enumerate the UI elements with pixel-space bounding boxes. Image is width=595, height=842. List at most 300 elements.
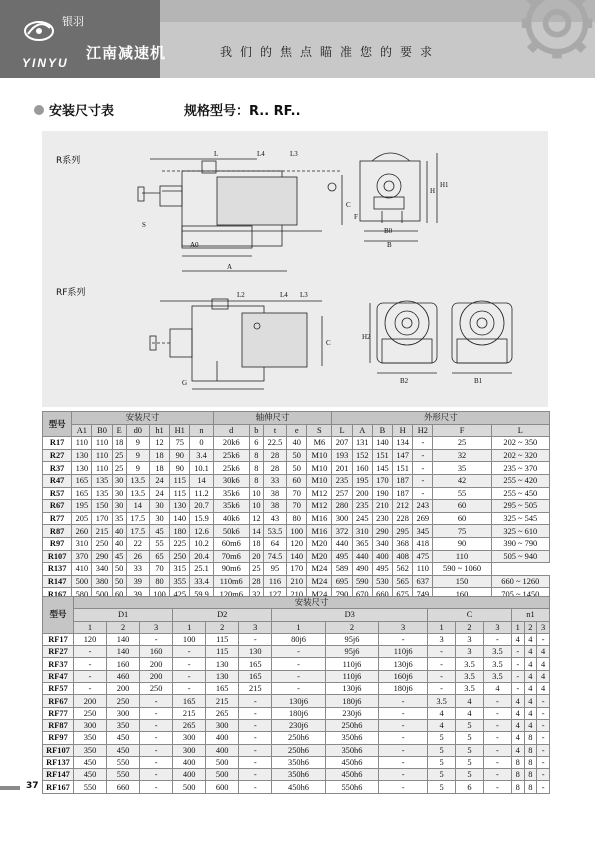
- table-cell: 243: [413, 500, 433, 513]
- table-cell: -: [74, 658, 107, 670]
- model-cell: R167: [43, 588, 72, 601]
- table-cell: 55: [149, 537, 169, 550]
- table-cell: M12: [307, 487, 332, 500]
- table-row: [43, 683, 550, 695]
- table-cell: 550: [107, 756, 140, 768]
- table-cell: 150: [92, 500, 112, 513]
- column-header: B: [372, 424, 392, 437]
- dim-label-a0: A0: [190, 241, 199, 249]
- table-cell: -: [379, 756, 428, 768]
- table-cell: 3.5: [456, 658, 484, 670]
- table-cell: 250: [92, 537, 112, 550]
- table-cell: 45: [112, 550, 126, 563]
- column-header: n: [190, 424, 213, 437]
- table-cell: 3.5: [456, 683, 484, 695]
- group-header-shaft: 轴伸尺寸: [213, 412, 332, 425]
- table-cell: -: [413, 449, 433, 462]
- footer-bar: [0, 786, 20, 790]
- table-cell: 20: [249, 550, 263, 563]
- table-cell: 13.5: [126, 474, 149, 487]
- table-cell: 4: [524, 719, 537, 731]
- table-cell: 35: [433, 462, 491, 475]
- table-cell: -: [239, 756, 272, 768]
- table-cell: 110j6: [379, 646, 428, 658]
- table-cell: 18: [149, 462, 169, 475]
- drawing-panel: [42, 131, 548, 407]
- table-cell: M16: [307, 512, 332, 525]
- table-cell: 100: [149, 588, 169, 601]
- table-cell: 5: [428, 744, 456, 756]
- table-row: [43, 537, 550, 550]
- table-cell: -: [379, 707, 428, 719]
- table-cell: 120: [74, 633, 107, 645]
- table-cell: 115: [206, 633, 239, 645]
- dim-label-b: B: [387, 241, 392, 249]
- model-cell: R137: [43, 563, 72, 576]
- table-cell: 170: [287, 563, 307, 576]
- logo-chinese-text: 银羽: [62, 15, 84, 28]
- table-cell: 90: [170, 449, 190, 462]
- table-cell: 372: [332, 525, 352, 538]
- column-sub-header: 1: [74, 621, 107, 633]
- table-cell: 250h6: [272, 744, 325, 756]
- table-cell: 130j6: [325, 683, 378, 695]
- table-cell: 90: [433, 537, 491, 550]
- table-cell: 705 ~ 1450: [491, 588, 549, 601]
- table-cell: 4: [456, 707, 484, 719]
- table-cell: -: [483, 707, 511, 719]
- table-cell: 150: [433, 575, 491, 588]
- table-cell: 110m6: [213, 575, 249, 588]
- table-cell: 580: [72, 588, 92, 601]
- table-cell: 17.5: [126, 525, 149, 538]
- table-cell: 4: [524, 670, 537, 682]
- table-cell: -: [140, 769, 173, 781]
- table-cell: 20.4: [190, 550, 213, 563]
- table-cell: 28: [263, 462, 286, 475]
- table-cell: 380: [92, 575, 112, 588]
- table-cell: 131: [352, 437, 372, 450]
- column-header: d: [213, 424, 249, 437]
- table-cell: 4: [428, 707, 456, 719]
- table-cell: 300: [206, 719, 239, 731]
- table-cell: -: [379, 744, 428, 756]
- table-cell: 180j6: [325, 695, 378, 707]
- model-title: 规格型号：R.. RF..: [184, 104, 301, 119]
- table-cell: 589: [332, 563, 352, 576]
- table-cell: -: [239, 769, 272, 781]
- table-cell: 42: [433, 474, 491, 487]
- table-cell: 14: [190, 474, 213, 487]
- model-cell: RF57: [43, 683, 74, 695]
- column-sub-header: 3: [140, 621, 173, 633]
- table-cell: 4: [456, 695, 484, 707]
- table-cell: 40: [112, 537, 126, 550]
- table-cell: 60: [112, 588, 126, 601]
- table-cell: 127: [263, 588, 286, 601]
- table-cell: 110: [433, 550, 491, 563]
- table-cell: 257: [332, 487, 352, 500]
- table-cell: -: [173, 646, 206, 658]
- table-cell: 215: [239, 683, 272, 695]
- table-cell: -: [483, 769, 511, 781]
- table-cell: 165: [206, 683, 239, 695]
- table-cell: 660: [372, 588, 392, 601]
- table-cell: 25: [112, 462, 126, 475]
- table-cell: 160: [352, 462, 372, 475]
- table-cell: 100: [287, 525, 307, 538]
- table-cell: 120: [287, 537, 307, 550]
- model-cell: RF47: [43, 670, 74, 682]
- table-cell: 3: [428, 633, 456, 645]
- model-cell: R47: [43, 474, 72, 487]
- model-cell: R37: [43, 462, 72, 475]
- table-cell: 260: [72, 525, 92, 538]
- table-cell: -: [483, 756, 511, 768]
- table-cell: M20: [307, 537, 332, 550]
- table-cell: -: [239, 744, 272, 756]
- table-cell: 33.4: [190, 575, 213, 588]
- table-cell: M10: [307, 462, 332, 475]
- table-cell: 28: [263, 449, 286, 462]
- column-sub-header: 2: [456, 621, 484, 633]
- table-cell: -: [483, 633, 511, 645]
- table-cell: 130: [206, 670, 239, 682]
- table-cell: -: [413, 474, 433, 487]
- table-cell: 59.9: [190, 588, 213, 601]
- table-cell: 245: [352, 512, 372, 525]
- table-cell: 550: [107, 769, 140, 781]
- table-cell: 660: [107, 781, 140, 793]
- table-cell: -: [239, 719, 272, 731]
- table-cell: 250: [140, 683, 173, 695]
- table-cell: 550: [74, 781, 107, 793]
- table-cell: 212: [393, 500, 413, 513]
- dim-label-f: F: [354, 213, 358, 221]
- table-cell: 505 ~ 940: [491, 550, 549, 563]
- table-cell: 5: [428, 732, 456, 744]
- table-cell: 130: [72, 449, 92, 462]
- table-cell: 562: [393, 563, 413, 576]
- model-header: 型号: [43, 597, 74, 634]
- table-cell: 255 ~ 420: [491, 474, 549, 487]
- table-cell: -: [511, 670, 524, 682]
- table-cell: 408: [393, 550, 413, 563]
- model-cell: RF137: [43, 756, 74, 768]
- table-cell: -: [428, 683, 456, 695]
- table-cell: 207: [332, 437, 352, 450]
- table-cell: 4: [537, 683, 550, 695]
- table-cell: 495: [372, 563, 392, 576]
- model-cell: R77: [43, 512, 72, 525]
- column-sub-header: 1: [428, 621, 456, 633]
- table-cell: M24: [307, 563, 332, 576]
- dim-label-g: G: [182, 379, 188, 387]
- table-cell: 670: [352, 588, 372, 601]
- table-cell: 60m6: [213, 537, 249, 550]
- table-cell: 500: [72, 575, 92, 588]
- table-cell: M10: [307, 474, 332, 487]
- dim-label-h1: H1: [440, 181, 449, 189]
- table-cell: 450h6: [272, 781, 325, 793]
- table-cell: 202 ~ 320: [491, 449, 549, 462]
- table-cell: 5: [428, 769, 456, 781]
- table-cell: -: [379, 769, 428, 781]
- table-cell: M16: [307, 525, 332, 538]
- table-cell: 70m6: [213, 550, 249, 563]
- table-cell: 490: [352, 563, 372, 576]
- section-title: 安装尺寸表: [49, 104, 115, 119]
- model-cell: R57: [43, 487, 72, 500]
- table-cell: 14: [126, 500, 149, 513]
- table-cell: 215: [92, 525, 112, 538]
- table-cell: M6: [307, 437, 332, 450]
- column-header: F: [433, 424, 491, 437]
- table-cell: 5: [456, 756, 484, 768]
- model-cell: RF27: [43, 646, 74, 658]
- table-cell: 8: [249, 449, 263, 462]
- table-cell: 25k6: [213, 462, 249, 475]
- table-cell: 134: [393, 437, 413, 450]
- r-end-view-drawing: [360, 153, 437, 241]
- table-cell: 30: [149, 500, 169, 513]
- table-cell: 195: [352, 474, 372, 487]
- table-row: [43, 550, 550, 563]
- table-cell: 4: [511, 633, 524, 645]
- model-cell: RF147: [43, 769, 74, 781]
- table-cell: -: [140, 744, 173, 756]
- dim-label-h: H: [430, 187, 436, 195]
- table-cell: -: [413, 462, 433, 475]
- column-sub-header: 2: [325, 621, 378, 633]
- dim-label-l: L: [214, 150, 219, 158]
- table-cell: 4: [537, 646, 550, 658]
- table-cell: -: [483, 719, 511, 731]
- table-cell: 115: [170, 487, 190, 500]
- table-cell: 135: [92, 474, 112, 487]
- table-cell: 5: [428, 756, 456, 768]
- column-header: A1: [72, 424, 92, 437]
- column-sub-row: [43, 621, 550, 633]
- table-cell: -: [483, 744, 511, 756]
- table-cell: 12.6: [190, 525, 213, 538]
- column-header: S: [307, 424, 332, 437]
- table-cell: 370: [72, 550, 92, 563]
- table-cell: 80j6: [272, 633, 325, 645]
- table-cell: -: [173, 683, 206, 695]
- column-group-header: n1: [511, 609, 549, 621]
- table-cell: 310: [352, 525, 372, 538]
- table-cell: 8: [511, 769, 524, 781]
- table-cell: 290: [92, 550, 112, 563]
- table-cell: 160: [107, 658, 140, 670]
- table-cell: 4: [511, 707, 524, 719]
- table-cell: 310: [72, 537, 92, 550]
- column-header: H1: [170, 424, 190, 437]
- table-cell: 140: [170, 512, 190, 525]
- table-cell: 32: [433, 449, 491, 462]
- table-row: [43, 744, 550, 756]
- table-cell: 24: [149, 487, 169, 500]
- table-cell: 160: [433, 588, 491, 601]
- table-row: [43, 769, 550, 781]
- dim-label-b1: B1: [474, 377, 483, 385]
- table-cell: 22.5: [263, 437, 286, 450]
- table-cell: M24: [307, 575, 332, 588]
- table-cell: 460: [107, 670, 140, 682]
- table-cell: 70: [149, 563, 169, 576]
- column-header: H2: [413, 424, 433, 437]
- table-cell: 80: [287, 512, 307, 525]
- table-cell: 450: [107, 744, 140, 756]
- table-cell: 8: [249, 462, 263, 475]
- table-cell: -: [239, 695, 272, 707]
- column-header-row: [43, 424, 550, 437]
- table-cell: 475: [413, 550, 433, 563]
- table-cell: 200: [107, 683, 140, 695]
- model-cell: R67: [43, 500, 72, 513]
- model-cell: RF107: [43, 744, 74, 756]
- table-cell: 70: [287, 500, 307, 513]
- table-cell: -: [272, 683, 325, 695]
- dim-label-l2: L2: [237, 291, 245, 299]
- table-cell: 3: [456, 633, 484, 645]
- technical-drawings: [42, 131, 548, 407]
- column-header: L: [491, 424, 549, 437]
- table-cell: 160j6: [379, 670, 428, 682]
- table-cell: 40: [287, 437, 307, 450]
- table-cell: 130: [239, 646, 272, 658]
- model-cell: RF37: [43, 658, 74, 670]
- table-cell: 145: [372, 462, 392, 475]
- table-cell: 3.5: [483, 658, 511, 670]
- rf-side-view-drawing: [150, 299, 322, 389]
- table-cell: 147: [393, 449, 413, 462]
- table-cell: 25: [112, 449, 126, 462]
- table-cell: -: [140, 781, 173, 793]
- table-cell: 170: [372, 474, 392, 487]
- table-cell: 300: [332, 512, 352, 525]
- table-cell: 187: [393, 487, 413, 500]
- table-cell: 160: [140, 646, 173, 658]
- table-cell: 500: [206, 756, 239, 768]
- table-cell: 4: [511, 719, 524, 731]
- table-cell: 40k6: [213, 512, 249, 525]
- column-sub-header: 2: [107, 621, 140, 633]
- table-cell: 530: [372, 575, 392, 588]
- table-cell: 4: [511, 744, 524, 756]
- table-cell: -: [379, 633, 428, 645]
- table-cell: 202 ~ 350: [491, 437, 549, 450]
- table-cell: 495: [332, 550, 352, 563]
- table-cell: 60: [433, 500, 491, 513]
- rf-end-view-drawings: [370, 301, 512, 373]
- table-cell: -: [173, 670, 206, 682]
- table-cell: 110: [92, 462, 112, 475]
- column-sub-header: 1: [173, 621, 206, 633]
- table-cell: 250h6: [325, 719, 378, 731]
- dim-label-c-rf: C: [326, 339, 331, 347]
- table-cell: 140: [372, 437, 392, 450]
- table-cell: M24: [307, 588, 332, 601]
- table-cell: 22: [126, 537, 149, 550]
- table-cell: -: [483, 732, 511, 744]
- table-cell: 250h6: [272, 732, 325, 744]
- table-cell: 95: [263, 563, 286, 576]
- table-cell: 500: [206, 769, 239, 781]
- slogan: 我们的焦点瞄准您的要求: [220, 45, 441, 59]
- table-cell: 43: [263, 512, 286, 525]
- table-cell: 50k6: [213, 525, 249, 538]
- table-cell: 8: [524, 744, 537, 756]
- rf-series-table-body: [43, 633, 550, 793]
- table-cell: 12: [149, 437, 169, 450]
- table-cell: 4: [511, 732, 524, 744]
- table-cell: 440: [352, 550, 372, 563]
- model-cell: RF17: [43, 633, 74, 645]
- table-cell: -: [140, 695, 173, 707]
- table-cell: -: [537, 756, 550, 768]
- column-header: t: [263, 424, 286, 437]
- table-cell: 38: [263, 500, 286, 513]
- table-row: [43, 525, 550, 538]
- table-cell: 25k6: [213, 449, 249, 462]
- table-cell: M12: [307, 500, 332, 513]
- table-cell: -: [272, 670, 325, 682]
- table-cell: 10.1: [190, 462, 213, 475]
- table-cell: 30: [112, 474, 126, 487]
- table-cell: 8: [524, 781, 537, 793]
- table-cell: 18: [249, 537, 263, 550]
- column-header: B0: [92, 424, 112, 437]
- table-cell: 20.7: [190, 500, 213, 513]
- column-header: e: [287, 424, 307, 437]
- table-cell: 135: [92, 487, 112, 500]
- table-cell: 180: [170, 525, 190, 538]
- table-cell: 600: [206, 781, 239, 793]
- table-cell: 110j6: [325, 670, 378, 682]
- table-cell: -: [511, 658, 524, 670]
- logo-english-text: YINYU: [22, 56, 69, 70]
- table-cell: 170: [92, 512, 112, 525]
- table-cell: 5: [456, 744, 484, 756]
- table-cell: 14: [249, 525, 263, 538]
- table-cell: -: [379, 695, 428, 707]
- table-cell: 130: [170, 500, 190, 513]
- column-group-row: [43, 609, 550, 621]
- table-cell: 201: [332, 462, 352, 475]
- table-cell: 33: [126, 563, 149, 576]
- table-cell: 210: [287, 588, 307, 601]
- table-cell: 45: [149, 525, 169, 538]
- table-cell: -: [140, 732, 173, 744]
- table-cell: 165: [72, 487, 92, 500]
- table-cell: -: [537, 633, 550, 645]
- table-cell: 340: [92, 563, 112, 576]
- table-cell: 230j6: [272, 719, 325, 731]
- table-cell: 4: [524, 683, 537, 695]
- table-cell: 235 ~ 370: [491, 462, 549, 475]
- column-sub-header: 1: [511, 621, 524, 633]
- table-cell: -: [428, 646, 456, 658]
- table-cell: 4: [537, 670, 550, 682]
- table-cell: 340: [372, 537, 392, 550]
- table-cell: 265: [206, 707, 239, 719]
- model-header: 型号: [43, 412, 72, 437]
- column-sub-header: 2: [206, 621, 239, 633]
- table-cell: -: [537, 707, 550, 719]
- table-cell: 17.5: [126, 512, 149, 525]
